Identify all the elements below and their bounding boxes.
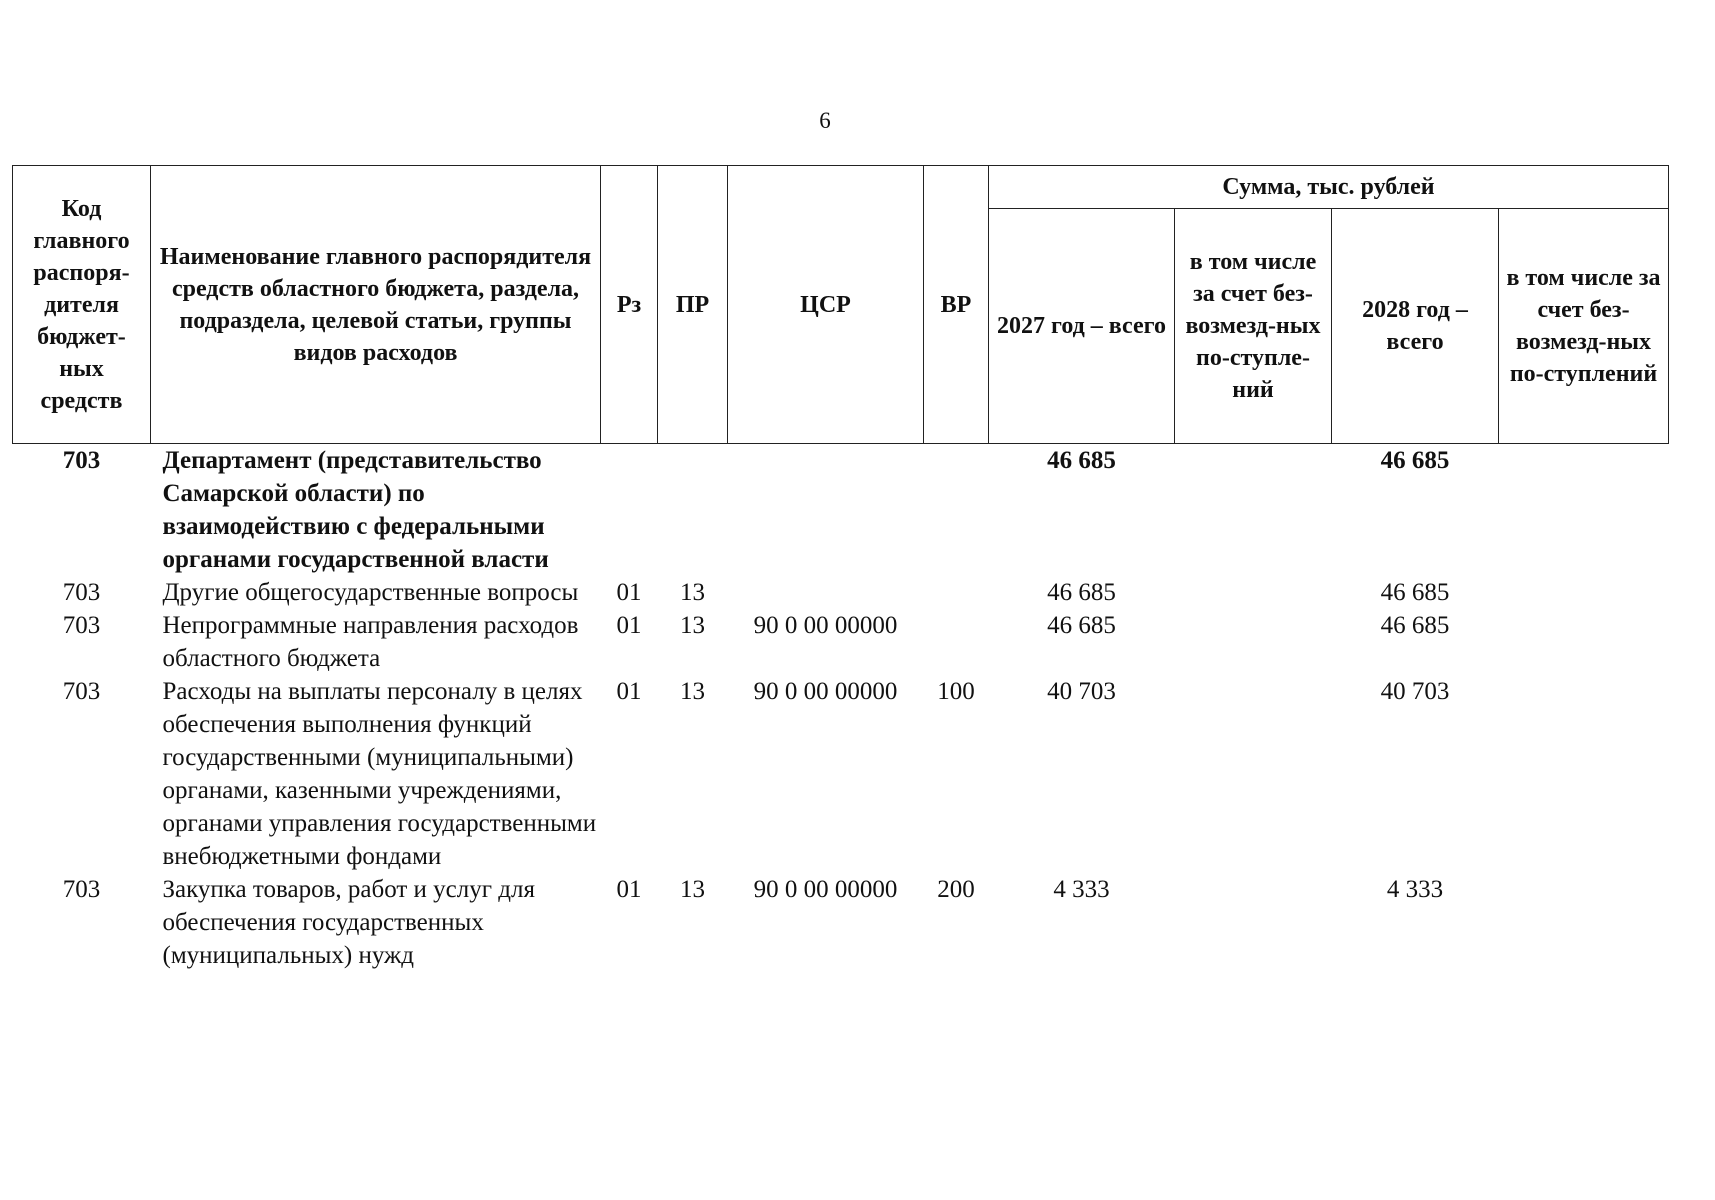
row-name: Другие общегосударственные вопросы: [162, 579, 579, 606]
header-name: Наименование главного распорядителя средств областного бюджета, раздела, подраздела, целевой статьи, группы видов расходов: [151, 166, 601, 444]
header-2028-total: 2028 год – всего: [1332, 209, 1499, 444]
row-rz: 01: [616, 579, 642, 606]
row-2027-grants: [1175, 675, 1332, 873]
table-row: [13, 576, 1669, 609]
header-sum: Сумма, тыс. рублей: [989, 166, 1669, 209]
row-2027-grants: [1175, 609, 1332, 675]
row-name: Закупка товаров, работ и услуг для обеспечения государственных (муниципальных) нужд: [162, 876, 535, 969]
row-2027-total: 46 685: [1047, 612, 1116, 639]
row-vr: [924, 609, 989, 675]
row-rz: 01: [616, 678, 642, 705]
row-name: Департамент (представительство Самарской области) по взаимодействию с федеральными органами государственной власти: [162, 447, 549, 573]
row-2027-total: 46 685: [1047, 579, 1116, 606]
row-2028-grants: [1499, 576, 1669, 609]
header-code: Код главного распоря-дителя бюджет-ных средств: [13, 166, 151, 444]
row-code: 703: [62, 678, 101, 705]
row-rz: 01: [616, 612, 642, 639]
row-vr: 100: [937, 678, 975, 705]
row-2028-total: 4 333: [1386, 876, 1444, 903]
row-pr: 13: [680, 612, 705, 639]
row-vr: [924, 444, 989, 577]
row-csr: 90 0 00 00000: [753, 612, 898, 639]
row-code: 703: [62, 612, 101, 639]
row-pr: 13: [680, 678, 705, 705]
row-pr: 13: [680, 876, 705, 903]
row-code: 703: [62, 579, 101, 606]
header-csr: ЦСР: [728, 166, 924, 444]
row-2028-grants: [1499, 873, 1669, 972]
row-2027-total: 46 685: [1047, 447, 1116, 474]
row-2028-total: 40 703: [1380, 678, 1450, 705]
row-2028-grants: [1499, 675, 1669, 873]
row-csr: 90 0 00 00000: [753, 876, 898, 903]
row-2028-total: 46 685: [1380, 447, 1450, 474]
row-code: 703: [62, 447, 101, 474]
row-pr: [658, 444, 728, 577]
row-code: 703: [62, 876, 101, 903]
row-2028-total: 46 685: [1380, 579, 1450, 606]
row-name: Непрограммные направления расходов областного бюджета: [162, 612, 579, 672]
header-2027-total: 2027 год – всего: [989, 209, 1175, 444]
row-rz: 01: [616, 876, 642, 903]
header-2027-grants: в том числе за счет без-возмезд-ных по-ступле-ний: [1175, 209, 1332, 444]
row-rz: [601, 444, 658, 577]
row-pr: 13: [680, 579, 705, 606]
row-2028-total: 46 685: [1380, 612, 1450, 639]
row-2028-grants: [1499, 444, 1669, 577]
page-number: 6: [819, 108, 831, 133]
header-vr: ВР: [924, 166, 989, 444]
header-rz: Рз: [601, 166, 658, 444]
table-row: [13, 873, 1669, 972]
row-csr: 90 0 00 00000: [753, 678, 898, 705]
row-2027-grants: [1175, 576, 1332, 609]
row-2027-grants: [1175, 873, 1332, 972]
header-2028-grants: в том числе за счет без-возмезд-ных по-ступлений: [1499, 209, 1669, 444]
table-row: [13, 609, 1669, 675]
header-pr: ПР: [658, 166, 728, 444]
row-csr: [728, 444, 924, 577]
table-body: [13, 444, 1669, 973]
table-row: [13, 675, 1669, 873]
table-header: [13, 166, 1669, 444]
row-2027-total: 40 703: [1047, 678, 1116, 705]
row-2027-grants: [1175, 444, 1332, 577]
row-name: Расходы на выплаты персоналу в целях обеспечения выполнения функций государственными (муниципальными) органами, казенными учреждениями, органами управления государственными внебюджетными фондами: [162, 678, 597, 870]
table-row: [13, 444, 1669, 577]
row-csr: [728, 576, 924, 609]
row-vr: [924, 576, 989, 609]
row-2028-grants: [1499, 609, 1669, 675]
row-2027-total: 4 333: [1053, 876, 1110, 903]
budget-table: [12, 165, 1669, 972]
row-vr: 200: [937, 876, 975, 903]
